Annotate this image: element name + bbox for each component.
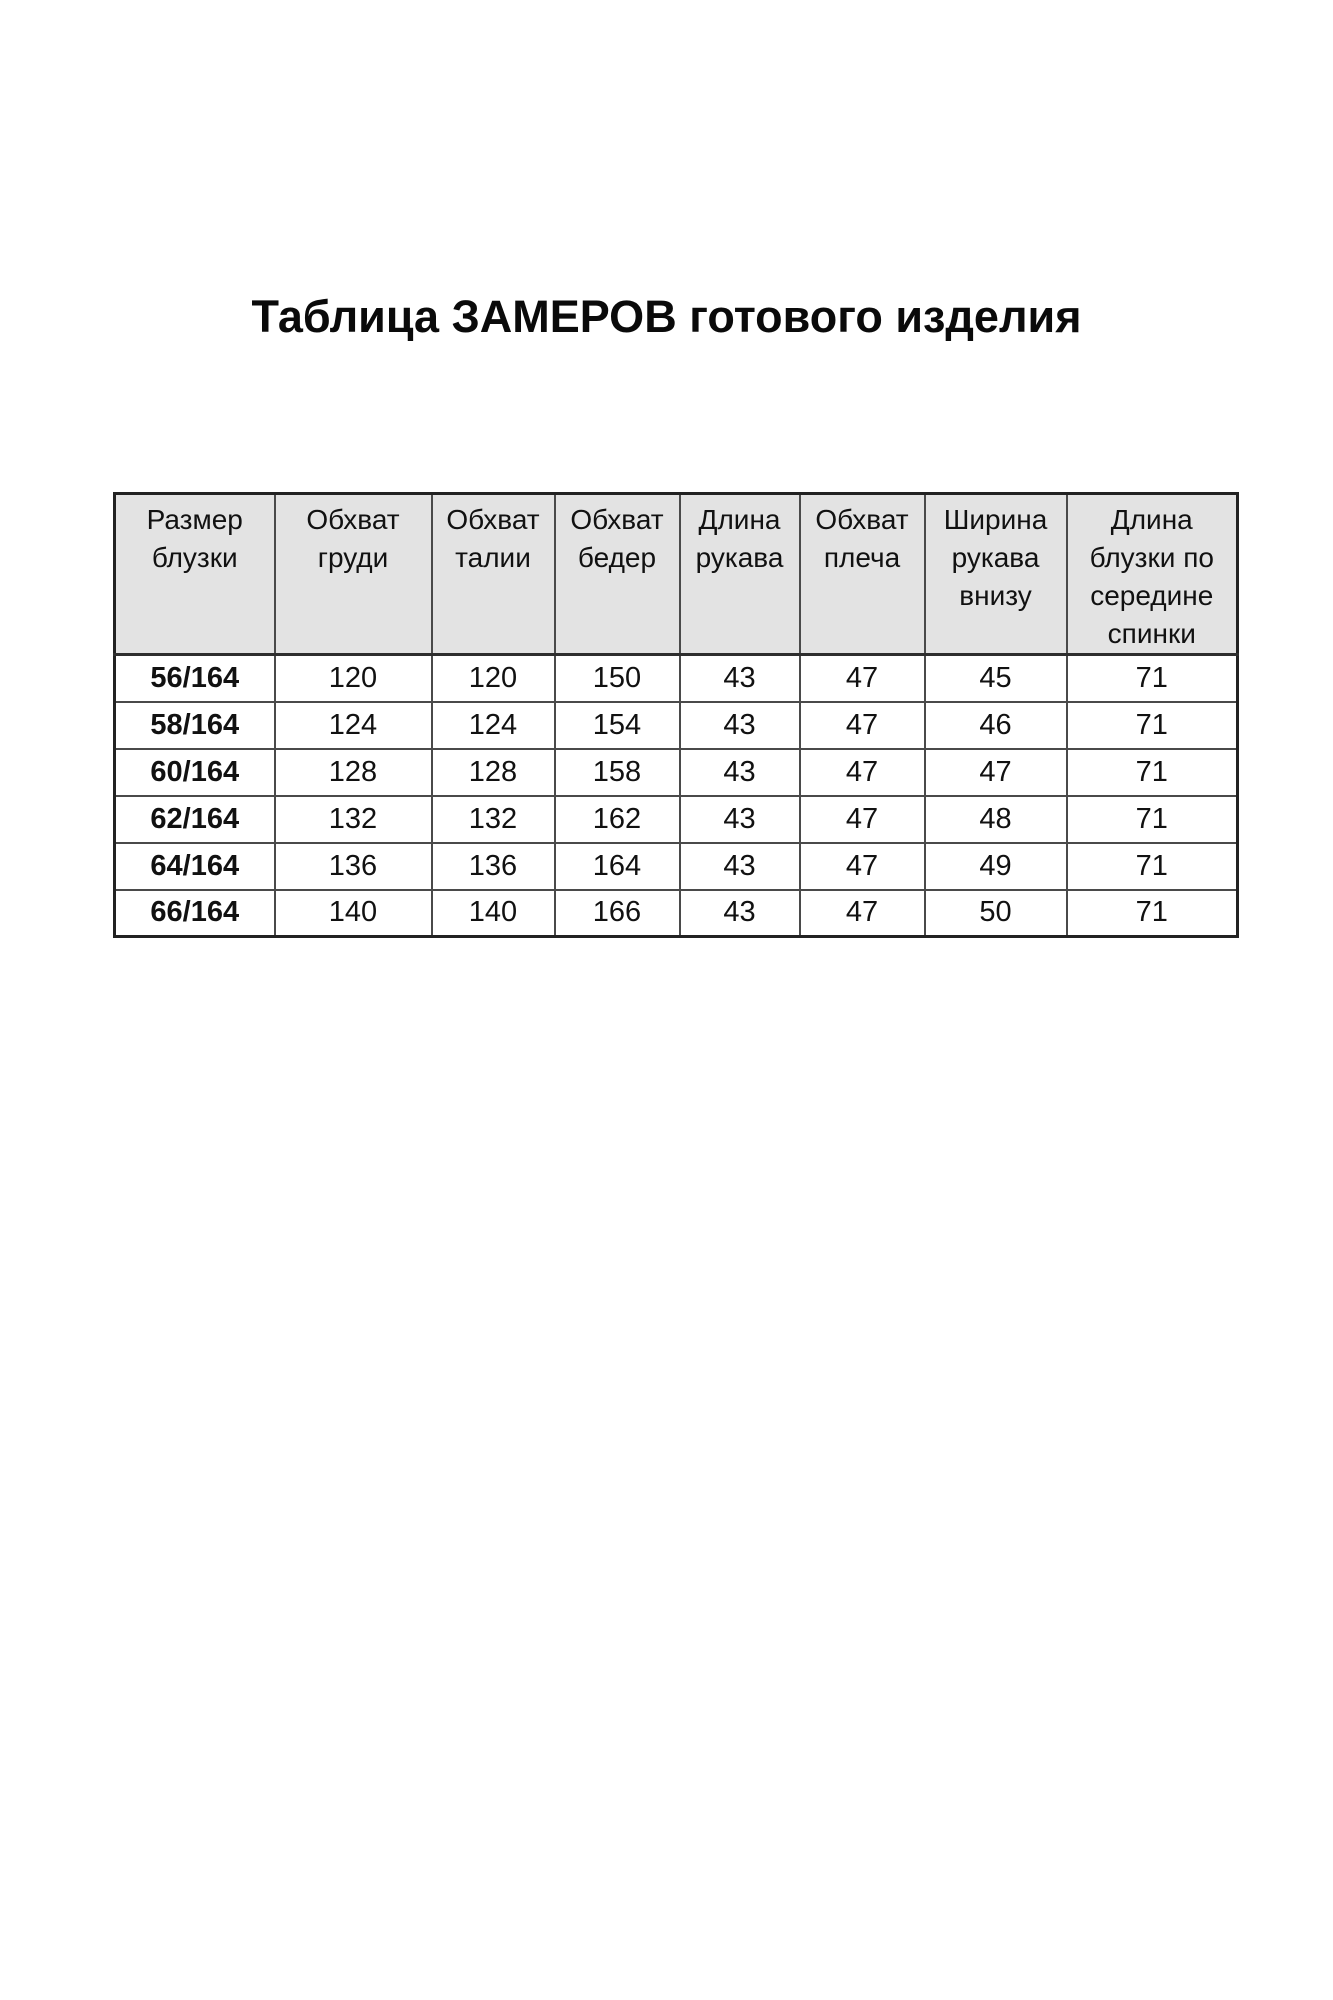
table-cell: 136 [432, 843, 555, 890]
table-cell: 64/164 [115, 843, 275, 890]
table-cell: 49 [925, 843, 1067, 890]
table-cell: 58/164 [115, 702, 275, 749]
column-header-size: Размер блузки [115, 494, 275, 655]
table-cell: 43 [680, 843, 800, 890]
table-cell: 128 [432, 749, 555, 796]
table-cell: 124 [432, 702, 555, 749]
table-cell: 166 [555, 890, 680, 937]
table-cell: 71 [1067, 890, 1238, 937]
table-cell: 43 [680, 890, 800, 937]
table-cell: 162 [555, 796, 680, 843]
table-cell: 43 [680, 796, 800, 843]
table-cell: 47 [800, 796, 925, 843]
table-cell: 132 [275, 796, 432, 843]
table-cell: 47 [800, 655, 925, 702]
table-cell: 120 [432, 655, 555, 702]
table-cell: 47 [800, 749, 925, 796]
table-cell: 56/164 [115, 655, 275, 702]
table-cell: 158 [555, 749, 680, 796]
table-cell: 128 [275, 749, 432, 796]
table-cell: 50 [925, 890, 1067, 937]
table-cell: 71 [1067, 796, 1238, 843]
table-cell: 71 [1067, 843, 1238, 890]
table-cell: 47 [800, 843, 925, 890]
table-cell: 43 [680, 749, 800, 796]
table-row [115, 702, 1238, 749]
table-row [115, 655, 1238, 702]
table-cell: 150 [555, 655, 680, 702]
table-cell: 43 [680, 702, 800, 749]
table-cell: 62/164 [115, 796, 275, 843]
table-cell: 47 [800, 890, 925, 937]
table-cell: 71 [1067, 749, 1238, 796]
table-cell: 43 [680, 655, 800, 702]
table-row [115, 796, 1238, 843]
table-cell: 60/164 [115, 749, 275, 796]
table-cell: 71 [1067, 655, 1238, 702]
table-cell: 136 [275, 843, 432, 890]
column-header-chest: Обхват груди [275, 494, 432, 655]
table-cell: 164 [555, 843, 680, 890]
page-title: Таблица ЗАМЕРОВ готового изделия [251, 291, 1082, 342]
table-cell: 47 [925, 749, 1067, 796]
table-cell: 46 [925, 702, 1067, 749]
column-header-waist: Обхват талии [432, 494, 555, 655]
table-cell: 45 [925, 655, 1067, 702]
column-header-shoulder: Обхват плеча [800, 494, 925, 655]
table-cell: 66/164 [115, 890, 275, 937]
table-cell: 71 [1067, 702, 1238, 749]
table-row [115, 749, 1238, 796]
table-cell: 140 [275, 890, 432, 937]
table-cell: 124 [275, 702, 432, 749]
table-cell: 48 [925, 796, 1067, 843]
column-header-sleeve-width: Ширина рукава внизу [925, 494, 1067, 655]
table-row [115, 843, 1238, 890]
table-cell: 120 [275, 655, 432, 702]
column-header-back-length: Длина блузки по середине спинки [1067, 494, 1238, 655]
table-cell: 154 [555, 702, 680, 749]
table-row [115, 890, 1238, 937]
column-header-sleeve-length: Длина рукава [680, 494, 800, 655]
table-cell: 47 [800, 702, 925, 749]
header-row [115, 494, 1238, 655]
measurements-table [113, 492, 1239, 938]
column-header-hips: Обхват бедер [555, 494, 680, 655]
table-cell: 140 [432, 890, 555, 937]
table-cell: 132 [432, 796, 555, 843]
